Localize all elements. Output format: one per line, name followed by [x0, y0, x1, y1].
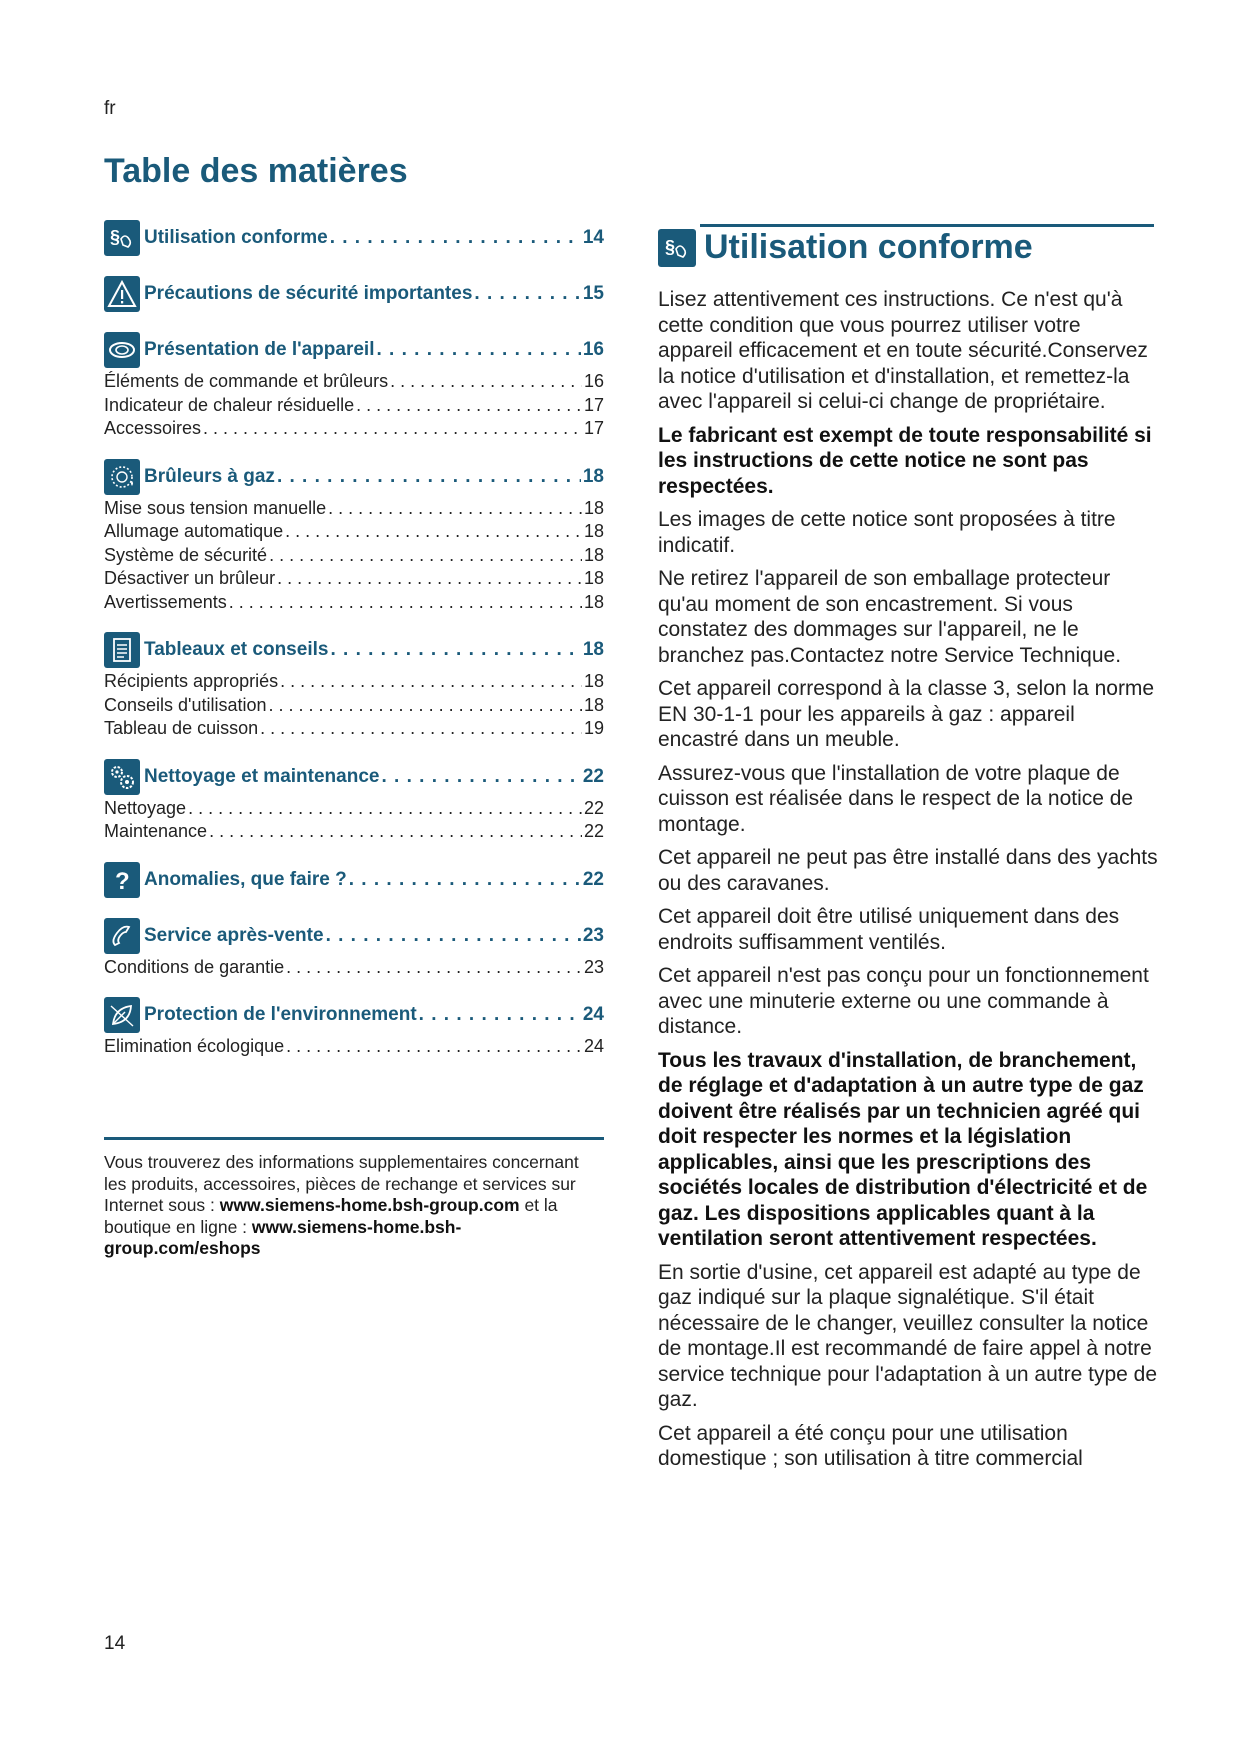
intended-use-icon	[104, 220, 140, 256]
toc-page-number: 18	[582, 639, 604, 660]
toc-page-number: 18	[583, 568, 604, 588]
dot-leader	[356, 394, 582, 418]
toc-entry[interactable]	[104, 567, 604, 591]
toc-heading[interactable]	[104, 630, 604, 670]
toc-heading-label: Protection de l'environnement	[144, 1004, 417, 1025]
dot-leader	[376, 339, 580, 361]
dot-leader	[188, 797, 582, 821]
toc-section-utilisation-conforme	[104, 218, 604, 258]
toc-section-protection-de-l-environnement	[104, 995, 604, 1059]
dot-leader	[280, 670, 582, 694]
toc-page-number: 18	[583, 497, 604, 518]
toc-heading[interactable]	[104, 757, 604, 797]
page-title: Table des matières	[104, 152, 408, 190]
toc-heading-label: Anomalies, que faire ?	[144, 868, 347, 890]
toc-page-number: 18	[583, 694, 604, 715]
gears-icon	[104, 759, 140, 795]
toc-page-number: 17	[583, 394, 604, 415]
toc-entry-label: Nettoyage	[104, 797, 187, 818]
toc-entry[interactable]	[104, 544, 604, 568]
toc-heading-label: Présentation de l'appareil	[144, 339, 375, 360]
body-paragraph: Cet appareil doit être utilisé uniquement dans des endroits suffisamment ventilés.	[658, 905, 1120, 954]
toc-entry-label: Système de sécurité	[104, 544, 268, 565]
toc-heading-label: Service après-vente	[144, 924, 324, 946]
warning-triangle-icon	[104, 276, 140, 312]
leaf-icon	[104, 997, 140, 1033]
toc-page-number: 24	[583, 1036, 604, 1056]
body-paragraph: En sortie d'usine, cet appareil est adapté au type de gaz indiqué sur la plaque signalétique. S'il était nécessaire de le changer, veuillez consulter la notice de montage.Il est recommandé de faire appel à notre service technique pour l'adaptation à un autre type de gaz.	[658, 1260, 1158, 1411]
dot-leader	[229, 591, 582, 615]
intended-use-icon	[658, 229, 696, 267]
eshop-link[interactable]: www.siemens-home.bsh-group.com/eshops	[104, 1216, 462, 1258]
body-paragraph: Lisez attentivement ces instructions. Ce n'est qu'à cette condition que vous pourrez utiliser votre appareil efficacement et en toute sécurité.Conservez la notice d'utilisation et d'installation, et remettez-la avec l'appareil si celui-ci change de propriétaire.	[658, 288, 1148, 413]
dot-leader	[286, 956, 582, 980]
toc-section-bruleurs-a-gaz	[104, 457, 604, 615]
toc-entry[interactable]	[104, 694, 604, 718]
dot-leader	[381, 766, 580, 788]
toc-entry[interactable]	[104, 956, 604, 980]
dot-leader	[474, 283, 580, 305]
dot-leader	[209, 820, 582, 844]
section-title: Utilisation conforme	[704, 228, 1033, 266]
section-rule	[700, 224, 1154, 227]
dot-leader	[330, 227, 581, 249]
toc-entry[interactable]	[104, 1035, 604, 1059]
toc-entry[interactable]	[104, 820, 604, 844]
question-icon	[104, 862, 140, 898]
toc-entry-label: Indicateur de chaleur résiduelle	[104, 394, 355, 415]
toc-entry[interactable]	[104, 797, 604, 821]
burner-icon	[104, 459, 140, 495]
svg-text:§: §	[110, 227, 121, 247]
toc-page-number: 24	[582, 1004, 604, 1025]
toc-heading[interactable]	[104, 457, 604, 497]
toc-page-number: 23	[582, 924, 604, 946]
toc-entry-label: Éléments de commande et brûleurs	[104, 371, 389, 391]
toc-entry[interactable]	[104, 717, 604, 741]
toc-entry[interactable]	[104, 670, 604, 694]
table-of-contents	[104, 218, 604, 1075]
toc-section-anomalies-que-faire	[104, 860, 604, 900]
dot-leader	[330, 639, 580, 661]
toc-page-number: 18	[583, 671, 604, 691]
dot-leader	[349, 869, 581, 891]
eye-icon	[104, 332, 140, 368]
dot-leader	[390, 370, 582, 394]
toc-entry[interactable]	[104, 497, 604, 521]
toc-page-number: 22	[583, 797, 604, 818]
toc-page-number: 18	[583, 521, 604, 541]
dot-leader	[286, 1035, 582, 1059]
toc-heading-label: Tableaux et conseils	[144, 639, 329, 660]
toc-page-number: 18	[583, 544, 604, 565]
section-header	[658, 228, 1033, 267]
toc-entry-label: Désactiver un brûleur	[104, 568, 276, 588]
svg-text:?: ?	[115, 867, 130, 895]
phone-icon	[104, 918, 140, 954]
dot-leader	[326, 925, 581, 947]
dot-leader	[269, 694, 582, 718]
toc-entry-label: Accessoires	[104, 418, 202, 438]
toc-heading[interactable]	[104, 995, 604, 1035]
toc-heading[interactable]	[104, 860, 604, 900]
toc-entry-label: Mise sous tension manuelle	[104, 497, 327, 518]
toc-page-number: 22	[582, 765, 604, 787]
body-paragraph: Cet appareil ne peut pas être installé dans des yachts ou des caravanes.	[658, 846, 1158, 895]
warning-paragraph: Tous les travaux d'installation, de branchement, de réglage et d'adaptation à un autre type de gaz doivent être réalisés par un technicien agréé qui doit respecter les normes et la législation applicables, ainsi que les prescriptions des sociétés locales de distribution d'électricité et de gaz. Les dispositions applicables quant à la ventilation seront attentivement respectées.	[658, 1048, 1148, 1250]
body-paragraph: Ne retirez l'appareil de son emballage protecteur qu'au moment de son encastrement. Si vous constatez des dommages sur l'appareil, ne le branchez pas.Contactez notre Service Technique.	[658, 567, 1122, 667]
dot-leader	[277, 466, 581, 488]
dot-leader	[260, 717, 582, 741]
toc-page-number: 16	[582, 339, 604, 360]
dot-leader	[285, 520, 582, 544]
toc-page-number: 22	[583, 821, 604, 841]
toc-entry[interactable]	[104, 370, 604, 394]
toc-page-number: 16	[583, 371, 604, 391]
toc-page-number: 18	[582, 465, 604, 487]
info-note	[104, 1152, 604, 1260]
page-number: 14	[104, 1633, 126, 1654]
toc-heading-label: Brûleurs à gaz	[144, 465, 275, 487]
toc-section-nettoyage-et-maintenance	[104, 757, 604, 844]
website-link[interactable]: www.siemens-home.bsh-group.com	[219, 1195, 520, 1215]
toc-entry-label: Récipients appropriés	[104, 671, 279, 691]
toc-heading[interactable]	[104, 330, 604, 370]
toc-entry-label: Allumage automatique	[104, 521, 284, 541]
toc-page-number: 15	[582, 283, 604, 304]
toc-page-number: 18	[583, 591, 604, 612]
toc-entry[interactable]	[104, 394, 604, 418]
body-paragraph: Cet appareil correspond à la classe 3, selon la norme EN 30-1-1 pour les appareils à gaz : appareil encastré dans un meuble.	[658, 677, 1155, 751]
toc-page-number: 14	[582, 227, 604, 248]
divider	[104, 1137, 604, 1140]
dot-leader	[269, 544, 582, 568]
body-paragraph: Cet appareil a été conçu pour une utilisation domestique ; son utilisation à titre commercial	[658, 1421, 1083, 1470]
document-icon	[104, 632, 140, 668]
toc-heading-label: Nettoyage et maintenance	[144, 765, 380, 787]
toc-section-tableaux-et-conseils	[104, 630, 604, 741]
toc-heading-label: Utilisation conforme	[144, 227, 328, 248]
info-text: et la boutique en ligne :	[104, 1195, 558, 1237]
toc-page-number: 17	[583, 418, 604, 438]
toc-entry-label: Elimination écologique	[104, 1036, 285, 1056]
toc-entry-label: Tableau de cuisson	[104, 718, 259, 738]
dot-leader	[203, 417, 582, 441]
toc-section-presentation-de-l-appareil	[104, 330, 604, 441]
body-paragraph: Cet appareil n'est pas conçu pour un fonctionnement avec une minuterie externe ou une commande à distance.	[658, 964, 1149, 1038]
toc-page-number: 19	[583, 718, 604, 738]
toc-heading[interactable]	[104, 274, 604, 314]
toc-page-number: 23	[583, 956, 604, 977]
section-body	[658, 287, 1158, 1480]
svg-text:§: §	[665, 236, 676, 257]
toc-entry-label: Conseils d'utilisation	[104, 694, 267, 715]
body-paragraph: Les images de cette notice sont proposées à titre indicatif.	[658, 508, 1116, 557]
body-paragraph: Assurez-vous que l'installation de votre plaque de cuisson est réalisée dans le respect de la notice de montage.	[658, 761, 1134, 836]
toc-heading[interactable]	[104, 916, 604, 956]
toc-entry[interactable]	[104, 520, 604, 544]
toc-heading-label: Précautions de sécurité importantes	[144, 283, 473, 304]
toc-entry-label: Avertissements	[104, 591, 227, 612]
warning-paragraph: Le fabricant est exempt de toute responsabilité si les instructions de cette notice ne sont pas respectées.	[658, 423, 1152, 498]
toc-page-number: 22	[582, 868, 604, 890]
info-text: Vous trouverez des informations supplementaires concernant les produits, accessoires, pièces de rechange et services sur Internet sous :	[104, 1152, 579, 1215]
toc-heading[interactable]	[104, 218, 604, 258]
toc-entry-label: Maintenance	[104, 821, 208, 841]
toc-entry[interactable]	[104, 417, 604, 441]
toc-entry-label: Conditions de garantie	[104, 956, 285, 977]
language-label: fr	[104, 98, 116, 119]
dot-leader	[277, 567, 582, 591]
dot-leader	[328, 497, 582, 521]
toc-entry[interactable]	[104, 591, 604, 615]
toc-section-service-apres-vente	[104, 916, 604, 980]
dot-leader	[419, 1004, 581, 1026]
toc-section-precautions-de-securite-importantes	[104, 274, 604, 314]
